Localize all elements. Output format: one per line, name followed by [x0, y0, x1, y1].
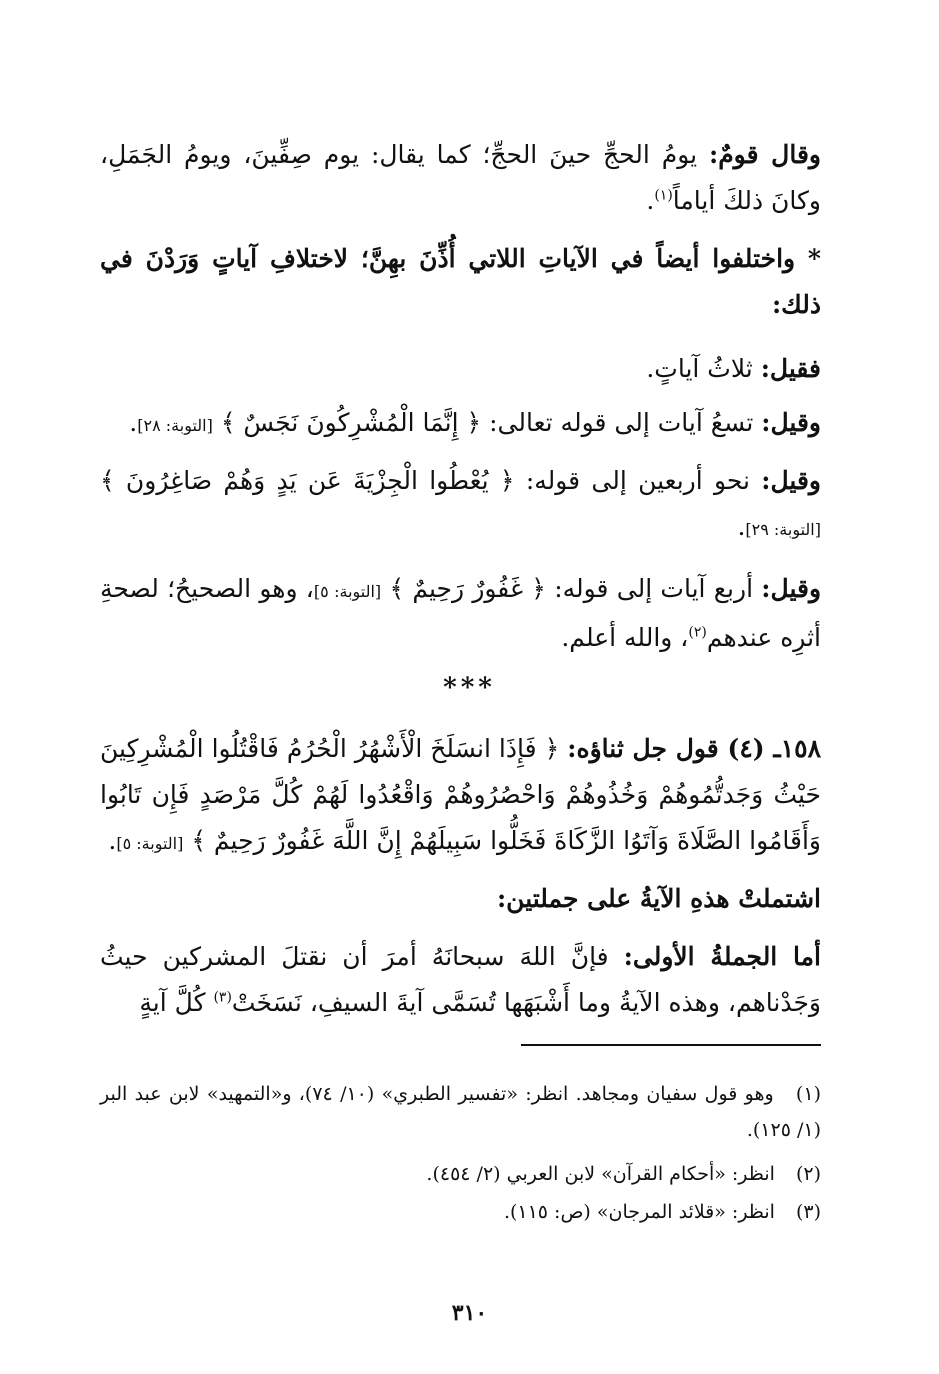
- quran-verse: ﴿ يُعْطُوا الْجِزْيَةَ عَن يَدٍ وَهُمْ صَاغِرُونَ ﴾: [100, 466, 515, 495]
- paragraph-text: فإنَّ اللهَ سبحانَهُ أمرَ أن نقتلَ المشركين حيثُ وَجَدْناهم، وهذه الآيةُ وما أَشْبَهَها تُسَمَّى آيةَ السيفِ، نَسَخَتْ: [100, 942, 821, 1017]
- quran-verse: ﴿ إِنَّمَا الْمُشْرِكُونَ نَجَسٌ ﴾: [220, 408, 482, 437]
- paragraph-end: .: [108, 826, 117, 855]
- verse-reference: [التوبة: ٥]: [116, 834, 184, 853]
- paragraph-hajj-day: [100, 132, 821, 224]
- paragraph-text: * واختلفوا أيضاً في الآياتِ اللاتي أُذِّنَ بهِنَّ؛ لاختلافِ آياتٍ وَرَدْنَ في ذلك:: [100, 244, 821, 319]
- paragraph-opinion-nine: [100, 400, 821, 449]
- paragraph-text: اشتملتْ هذهِ الآيةُ على جملتين:: [496, 884, 821, 913]
- paragraph-verse-158: [100, 726, 821, 867]
- paragraph-text: أربع آيات إلى قوله:: [554, 574, 754, 603]
- paragraph-end: .: [129, 408, 138, 437]
- paragraph-lead: وقيل:: [761, 408, 821, 437]
- paragraph-disagreement: [100, 236, 821, 328]
- verse-reference: [التوبة: ٢٨]: [137, 416, 213, 435]
- paragraph-text: نحو أربعين إلى قوله:: [525, 466, 750, 495]
- paragraph-lead: وقال قومٌ:: [708, 140, 821, 169]
- footnote-1: [100, 1076, 821, 1148]
- footnote-marker-3[interactable]: (٣): [213, 989, 232, 1006]
- paragraph-end: .: [646, 186, 655, 215]
- paragraph-first-clause: [100, 934, 821, 1026]
- page-number: ٣١٠: [451, 1300, 488, 1326]
- footnote-number: (٢): [795, 1163, 821, 1185]
- footnote-marker-2[interactable]: (٢): [688, 624, 707, 641]
- footnote-2: [100, 1156, 821, 1192]
- verse-reference: [التوبة: ٥]: [313, 582, 382, 601]
- footnote-3: [100, 1194, 821, 1230]
- footnote-divider: [521, 1044, 821, 1046]
- paragraph-two-clauses: [100, 876, 821, 922]
- paragraph-opinion-three: [100, 346, 821, 392]
- footnote-text: انظر: «قلائد المرجان» (ص: ١١٥).: [503, 1201, 775, 1223]
- verse-reference: [التوبة: ٢٩]: [745, 520, 821, 539]
- footnote-text: انظر: «أحكام القرآن» لابن العربي (٢/ ٤٥٤).: [426, 1163, 775, 1185]
- footnote-text: وهو قول سفيان ومجاهد. انظر: «تفسير الطبري» (١٠/ ٧٤)، و«التمهيد» لابن عبد البر (١/ ١٢٥).: [100, 1083, 821, 1141]
- paragraph-end: ، والله أعلم.: [561, 623, 689, 652]
- paragraph-end: .: [737, 512, 746, 541]
- paragraph-text: ثلاثُ آياتٍ.: [646, 354, 753, 383]
- paragraph-text: تسعُ آيات إلى قوله تعالى:: [489, 408, 754, 437]
- paragraph-text: يومُ الحجِّ حينَ الحجِّ؛ كما يقال: يوم صِفِّينَ، ويومُ الجَمَلِ، وكانَ ذلكَ أياماً: [100, 140, 821, 215]
- paragraph-lead: فقيل:: [760, 354, 821, 383]
- paragraph-lead: وقيل:: [761, 574, 822, 603]
- quran-verse: ﴿ غَفُورٌ رَحِيمٌ ﴾: [389, 574, 546, 603]
- footnote-marker-1[interactable]: (١): [654, 187, 673, 204]
- paragraph-lead: وقيل:: [761, 466, 821, 495]
- footnote-number: (١): [795, 1083, 821, 1105]
- paragraph-opinion-forty: [100, 458, 821, 553]
- section-heading: ١٥٨ـ (٤) قول جل ثناؤه:: [567, 734, 822, 763]
- paragraph-opinion-four: [100, 566, 821, 661]
- paragraph-lead: أما الجملةُ الأولى:: [623, 942, 821, 971]
- section-separator: ***: [443, 673, 496, 703]
- paragraph-text-continued: ، وهو الصحيحُ؛ لصحةِ أثرِه عندهم: [100, 574, 821, 652]
- footnote-number: (٣): [795, 1201, 821, 1223]
- quran-verse: ﴿ فَإِذَا انسَلَخَ الْأَشْهُرُ الْحُرُمُ فَاقْتُلُوا الْمُشْرِكِينَ حَيْثُ وَجَدتُّمُوهُمْ وَخُذُوهُمْ وَاحْصُرُوهُمْ وَاقْعُدُوا لَهُمْ كُلَّ مَرْصَدٍ فَإِن تَابُوا وَأَقَامُوا الصَّلَاةَ وَآتَوُا الزَّكَاةَ فَخَلُّوا سَبِيلَهُمْ إِنَّ اللَّهَ غَفُورٌ رَحِيمٌ ﴾: [100, 734, 821, 855]
- paragraph-end: كُلَّ آيةٍ: [139, 988, 214, 1017]
